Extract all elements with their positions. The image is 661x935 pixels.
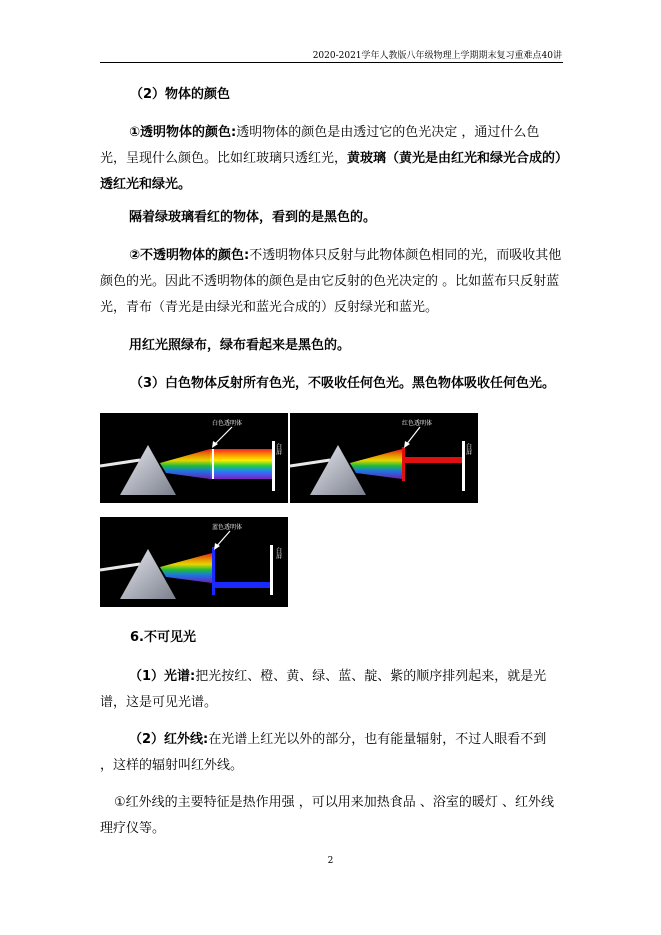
pointer-arrow-icon: [212, 427, 232, 448]
blue-filter: [212, 547, 215, 595]
section-heading-object-color: （2）物体的颜色: [130, 87, 231, 102]
term-transparent: ①透明物体的颜色:: [129, 125, 237, 140]
text-opaque: 不透明物体只反射与此物体颜色相同的光，而吸收其他颜色的光。因此不透明物体的颜色是由它反射的色光决定的 。比如蓝布只反射蓝光，青布（青光是由绿光和蓝光合成的）反射绿光和蓝光。: [100, 248, 562, 315]
paragraph-white-black-objects: （3）白色物体反射所有色光，不吸收任何色光。黑色物体吸收任何色光。: [130, 376, 556, 391]
figure-blue-filter: [100, 517, 288, 607]
paragraph-spectrum: [100, 664, 562, 716]
filter-label: 白色透明体: [212, 420, 243, 427]
red-filter: [402, 447, 405, 481]
incident-beam: [100, 460, 140, 466]
spectrum-beam: [210, 449, 272, 479]
screen-label: 白屏: [274, 443, 282, 455]
paragraph-transparent-objects: [100, 120, 562, 198]
incident-beam: [100, 564, 140, 570]
running-header: 2020-2021学年人教版八年级物理上学期期末复习重难点40讲: [312, 51, 562, 61]
pointer-arrow-icon: [214, 531, 230, 550]
blue-beam: [215, 582, 272, 588]
page-number: 2: [327, 856, 334, 866]
term-opaque: ②不透明物体的颜色:: [129, 248, 250, 263]
red-beam: [405, 457, 462, 463]
figure-red-filter: [290, 413, 478, 503]
header-rule: [100, 62, 563, 63]
paragraph-green-glass: 隔着绿玻璃看红的物体，看到的是黑色的。: [129, 210, 377, 225]
filter-label: 红色透明体: [402, 420, 433, 427]
term-spectrum: （1）光谱:: [129, 669, 196, 684]
text-yellow-glass: 黄玻璃（黄光是由红光和绿光合成的）透红光和绿光。: [100, 151, 562, 192]
screen-label: 白屏: [274, 547, 282, 559]
paragraph-infrared: [100, 727, 562, 779]
text-transparent: 透明物体的颜色是由透过它的色光决定 ，通过什么色光，呈现什么颜色。比如红玻璃只透红光，: [100, 125, 540, 166]
paragraph-infrared-features: ①红外线的主要特征是热作用强 ，可以用来加热食品 、浴室的暖灯 、红外线理疗仪等。: [100, 795, 555, 836]
text-infrared: 在光谱上红光以外的部分，也有能量辐射，不过人眼看不到 ，这样的辐射叫红外线。: [100, 732, 547, 773]
text-spectrum: 把光按红、橙、黄、绿、蓝、靛、紫的顺序排列起来，就是光谱，这是可见光谱。: [100, 669, 547, 710]
section-heading-invisible-light: 6.不可见光: [130, 630, 196, 645]
filter-label: 蓝色透明体: [212, 524, 243, 531]
term-infrared: （2）红外线:: [129, 732, 209, 747]
screen-label: 白屏: [464, 443, 472, 455]
incident-beam: [290, 460, 330, 466]
pointer-arrow-icon: [404, 427, 420, 448]
paragraph-red-light-green-cloth: 用红光照绿布，绿布看起来是黑色的。: [129, 338, 351, 353]
figure-white-filter: [100, 413, 288, 503]
paragraph-opaque-objects: [100, 243, 562, 321]
white-filter: [212, 449, 214, 479]
spectrum-fan: [350, 449, 402, 479]
spectrum-fan: [160, 553, 212, 583]
white-screen: [270, 545, 273, 595]
spectrum-fan: [160, 449, 210, 479]
